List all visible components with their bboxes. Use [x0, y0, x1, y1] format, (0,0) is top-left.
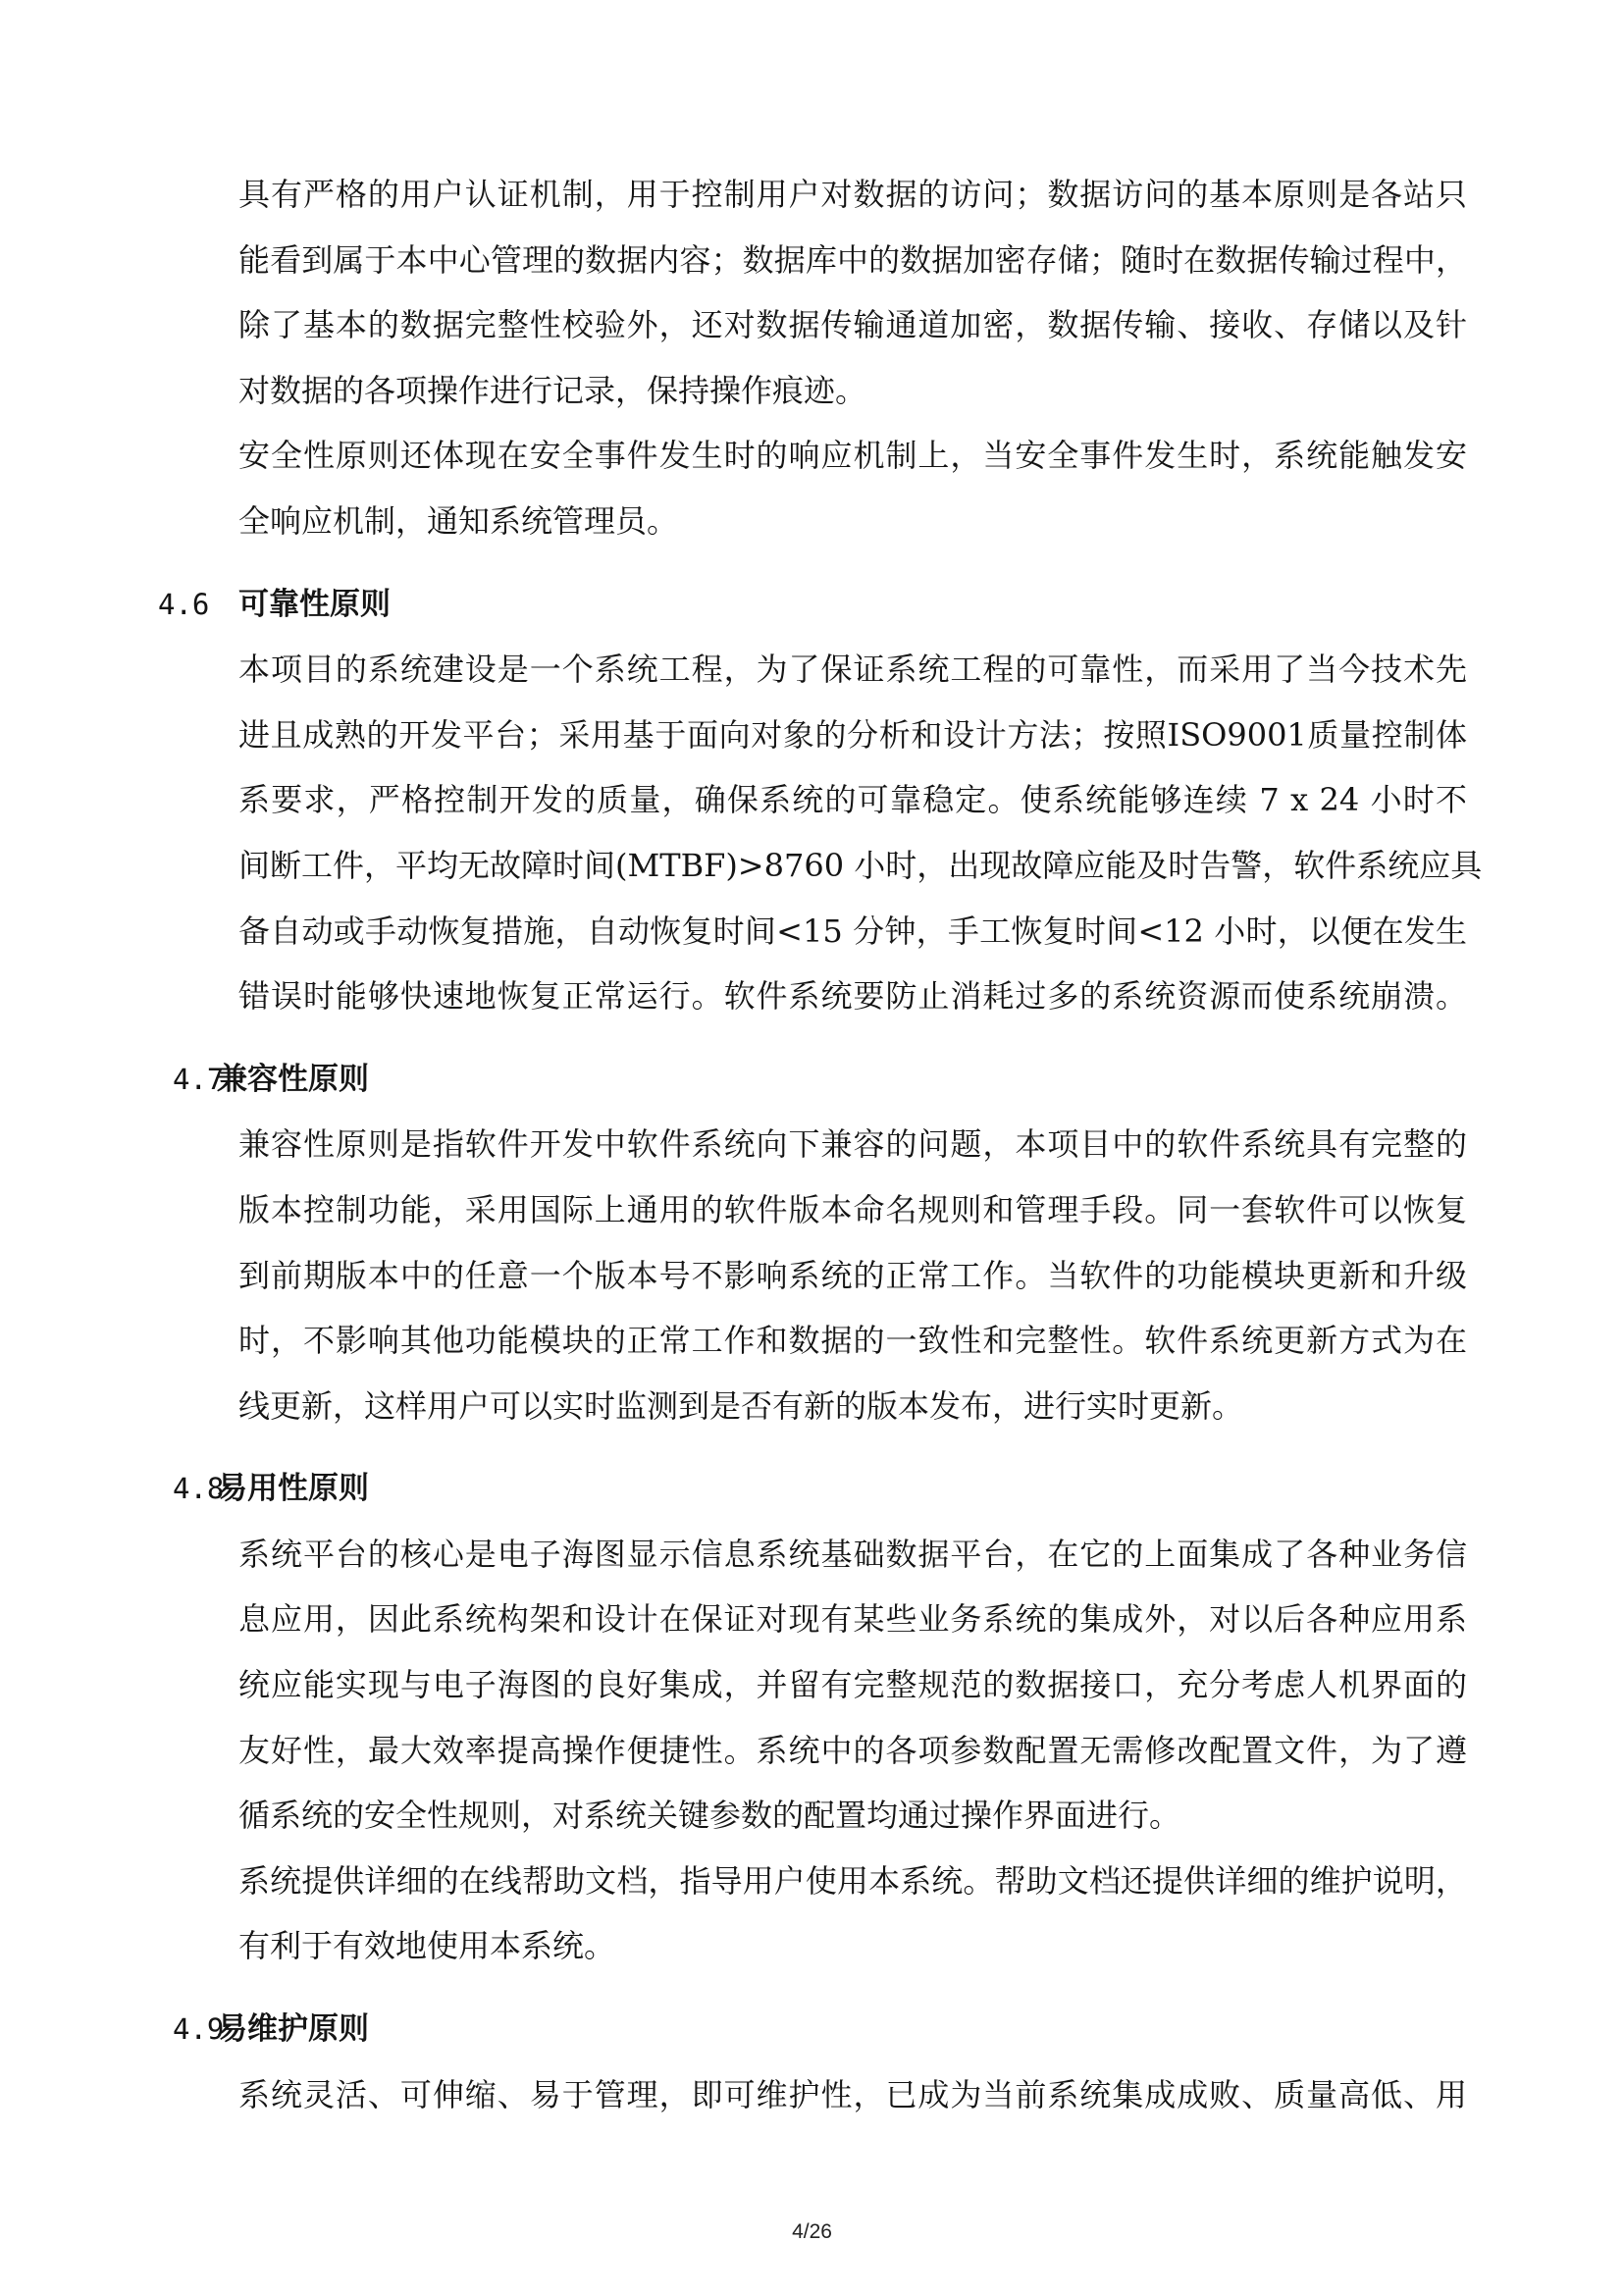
paragraph-line: 对数据的各项操作进行记录，保持操作痕迹。 — [238, 371, 867, 409]
section-number: 4.9 — [173, 2012, 225, 2047]
paragraph — [238, 423, 1467, 553]
paragraph — [238, 1522, 1467, 1849]
paragraph — [238, 162, 1467, 423]
paragraph-line: 间断工件，平均无故障时间(MTBF)>8760 小时，出现故障应能及时告警，软件系统应具 — [238, 846, 1483, 884]
paragraph-line: 息应用，因此系统构架和设计在保证对现有某些业务系统的集成外，对以后各种应用系 — [238, 1600, 1467, 1639]
section-heading — [173, 1047, 1467, 1113]
section-heading — [173, 1997, 1467, 2062]
section-number: 4.6 — [158, 587, 210, 621]
paragraph-line: 备自动或手动恢复措施，自动恢复时间<15 分钟，手工恢复时间<12 小时，以便在发生 — [238, 912, 1467, 950]
paragraph-line: 线更新，这样用户可以实时监测到是否有新的版本发布，进行实时更新。 — [238, 1386, 1244, 1425]
paragraph-line: 到前期版本中的任意一个版本号不影响系统的正常工作。当软件的功能模块更新和升级 — [238, 1256, 1467, 1294]
paragraph-line: 能看到属于本中心管理的数据内容；数据库中的数据加密存储；随时在数据传输过程中， — [238, 240, 1467, 279]
paragraph-line: 系统提供详细的在线帮助文档，指导用户使用本系统。帮助文档还提供详细的维护说明， — [238, 1861, 1467, 1900]
paragraph-line: 循系统的安全性规则，对系统关键参数的配置均通过操作界面进行。 — [238, 1797, 1181, 1835]
page-number: 4/26 — [792, 2220, 832, 2243]
section-heading — [158, 572, 1467, 638]
paragraph — [238, 1112, 1467, 1438]
paragraph-line: 本项目的系统建设是一个系统工程，为了保证系统工程的可靠性，而采用了当今技术先 — [238, 651, 1467, 689]
paragraph-line: 版本控制功能，采用国际上通用的软件版本命名规则和管理手段。同一套软件可以恢复 — [238, 1190, 1467, 1228]
section-title: 易用性原则 — [217, 1471, 369, 1507]
section-number: 4.8 — [173, 1472, 225, 1506]
paragraph — [238, 637, 1483, 1029]
paragraph-line: 全响应机制，通知系统管理员。 — [238, 501, 679, 540]
paragraph-line: 时，不影响其他功能模块的正常工作和数据的一致性和完整性。软件系统更新方式为在 — [238, 1322, 1467, 1360]
paragraph-line: 安全性原则还体现在安全事件发生时的响应机制上，当安全事件发生时，系统能触发安 — [238, 437, 1467, 475]
paragraph-line: 进且成熟的开发平台；采用基于面向对象的分析和设计方法；按照ISO9001质量控制体 — [238, 715, 1467, 754]
section-title: 易维护原则 — [217, 2011, 369, 2048]
paragraph-line: 有利于有效地使用本系统。 — [238, 1927, 616, 1965]
section-number: 4.7 — [173, 1062, 225, 1096]
paragraph-line: 兼容性原则是指软件开发中软件系统向下兼容的问题，本项目中的软件系统具有完整的 — [238, 1125, 1467, 1164]
paragraph-line: 系统平台的核心是电子海图显示信息系统基础数据平台，在它的上面集成了各种业务信 — [238, 1535, 1467, 1573]
document-body — [158, 162, 1483, 2127]
paragraph-line: 统应能实现与电子海图的良好集成，并留有完整规范的数据接口，充分考虑人机界面的 — [238, 1666, 1467, 1704]
paragraph-line: 具有严格的用户认证机制，用于控制用户对数据的访问；数据访问的基本原则是各站只 — [238, 176, 1467, 213]
paragraph-line: 系统灵活、可伸缩、易于管理，即可维护性，已成为当前系统集成成败、质量高低、用 — [238, 2075, 1467, 2113]
section-heading — [173, 1456, 1467, 1522]
paragraph-line: 错误时能够快速地恢复正常运行。软件系统要防止消耗过多的系统资源而使系统崩溃。 — [238, 977, 1467, 1016]
paragraph — [238, 1849, 1467, 1979]
paragraph-line: 系要求，严格控制开发的质量，确保系统的可靠稳定。使系统能够连续 7 x 24 小时不 — [238, 781, 1467, 819]
section-title: 可靠性原则 — [238, 586, 391, 622]
paragraph-line: 除了基本的数据完整性校验外，还对数据传输通道加密，数据传输、接收、存储以及针 — [238, 306, 1467, 344]
paragraph — [238, 2062, 1467, 2128]
paragraph-line: 友好性，最大效率提高操作便捷性。系统中的各项参数配置无需修改配置文件，为了遵 — [238, 1731, 1467, 1769]
section-title: 兼容性原则 — [217, 1061, 369, 1097]
